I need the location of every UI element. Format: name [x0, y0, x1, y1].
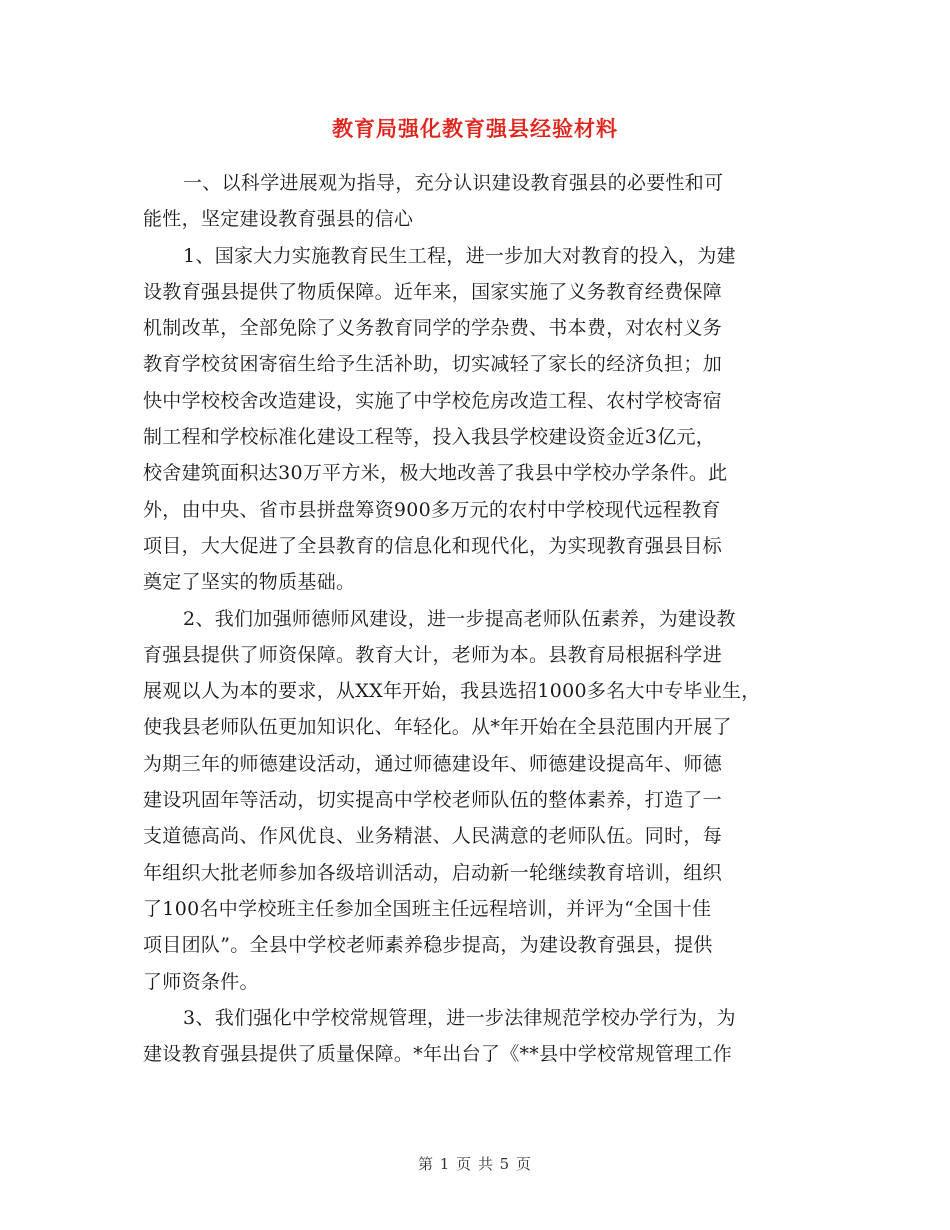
text-line: 奠定了坚实的物质基础。: [143, 571, 356, 594]
text-line: 年组织大批老师参加各级培训活动，启动新一轮继续教育培训，组织: [143, 861, 723, 884]
text-line: 一、以科学进展观为指导，充分认识建设教育强县的必要性和可: [183, 172, 724, 194]
document-title: 教育局强化教育强县经验材料: [332, 116, 618, 141]
text-line: 机制改革，全部免除了义务教育同学的学杂费、书本费，对农村义务: [143, 317, 723, 340]
text-line: 设教育强县提供了物质保障。近年来，国家实施了义务教育经费保障: [143, 280, 723, 303]
text-line: 制工程和学校标准化建设工程等，投入我县学校建设资金近3亿元，: [143, 426, 716, 449]
text-line: 为期三年的师德建设活动，通过师德建设年、师德建设提高年、师德: [143, 752, 723, 775]
text-line: 了100名中学校班主任参加全国班主任远程培训，并评为“全国十佳: [143, 897, 712, 920]
text-line: 能性，坚定建设教育强县的信心: [143, 208, 414, 231]
text-line: 快中学校校舍改造建设，实施了中学校危房改造工程、农村学校寄宿: [143, 389, 723, 412]
document-body: [143, 165, 833, 1072]
text-line: 校舍建筑面积达30万平方米，极大地改善了我县中学校办学条件。此: [143, 462, 728, 485]
text-line: 展观以人为本的要求，从XX年开始，我县选招1000多名大中专毕业生，: [143, 680, 761, 703]
text-line: 外，由中央、省市县拼盘筹资900多万元的农村中学校现代远程教育: [143, 498, 721, 521]
text-line: 建设巩固年等活动，切实提高中学校老师队伍的整体素养，打造了一: [143, 789, 723, 812]
text-line: 2、我们加强师德师风建设，进一步提高老师队伍素养，为建设教: [183, 607, 736, 630]
text-line: 教育学校贫困寄宿生给予生活补助，切实减轻了家长的经济负担；加: [143, 353, 723, 376]
text-line: 支道德高尚、作风优良、业务精湛、人民满意的老师队伍。同时，每: [143, 825, 723, 848]
page-footer: 第 1 页 共 5 页: [418, 1155, 532, 1173]
text-line: 项目团队”。全县中学校老师素养稳步提高，为建设教育强县，提供: [143, 934, 713, 957]
text-line: 建设教育强县提供了质量保障。*年出台了《**县中学校常规管理工作: [143, 1043, 733, 1066]
text-line: 使我县老师队伍更加知识化、年轻化。从*年开始在全县范围内开展了: [143, 716, 732, 739]
text-line: 1、国家大力实施教育民生工程，进一步加大对教育的投入，为建: [183, 244, 736, 267]
text-line: 育强县提供了师资保障。教育大计，老师为本。县教育局根据科学进: [143, 643, 723, 666]
text-line: 项目，大大促进了全县教育的信息化和现代化，为实现教育强县目标: [143, 534, 723, 557]
text-line: 3、我们强化中学校常规管理，进一步法律规范学校办学行为，为: [183, 1006, 736, 1029]
text-line: 了师资条件。: [143, 970, 259, 993]
